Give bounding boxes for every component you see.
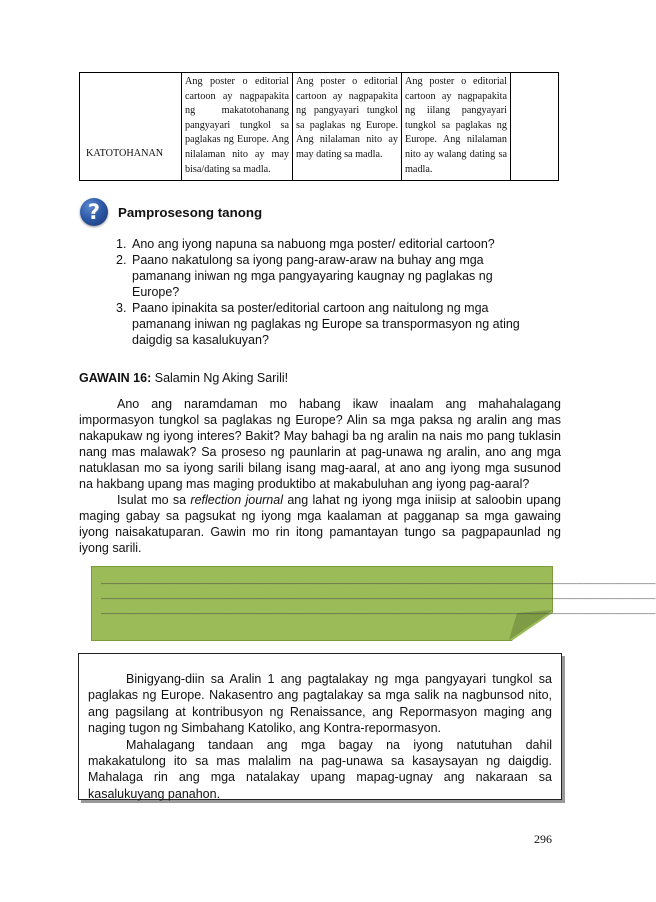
paragraph [79,492,561,556]
table-cell: Ang poster o editorial cartoon ay nagpapakita ng makatotohanang pangyayari tungkol sa paglakas ng Europe. Ang nilalaman nito ay may bisa/dating sa madla. [182,73,293,181]
item-number: 1. [116,237,127,251]
list-item [116,252,526,300]
item-text: Paano nakatulong sa iyong pang-araw-araw na buhay ang mga pamanang iniwan ng mga pangyayaring kaugnay ng paglakas ng Europe? [132,253,493,299]
writing-line: ____________________________________________________________________________________ [101,605,656,617]
row-label: KATOTOHANAN [80,73,182,181]
question-glyph: ? [87,200,101,224]
activity-body [79,396,561,556]
text: ang lahat ng iyong mga iniisip at saloobin upang maging gabay sa pagsukat ng iyong mga kaalaman at pagganap sa mga gawaing iyong naisakatuparan. Gawin mo rin itong pamantayan tungo sa pagpapaunlad ng iyong sarili. [79,493,561,555]
item-text: Ano ang iyong napuna sa nabuong mga poster/ editorial cartoon? [132,237,495,251]
writing-line: ____________________________________________________________________________________ [101,575,656,587]
summary-box [78,653,562,800]
list-item [116,236,526,252]
writing-line: ____________________________________________________________________________________ [101,590,656,602]
text: Isulat mo sa [117,493,191,507]
table-cell: Ang poster o editorial cartoon ay nagpapakita ng pangyayari tungkol sa paglakas ng Europe. Ang nilalaman nito ay may dating sa madla. [293,73,402,181]
writing-lines [101,574,656,619]
question-mark-icon [80,198,108,226]
emphasis: reflection journal [190,493,283,507]
question-list [116,236,526,348]
paragraph: Ano ang naramdaman mo habang ikaw inaalam ang mahahalagang impormasyon tungkol sa paglakas ng Europe? Alin sa mga paksa ng aralin ang mas nakapukaw ng iyong interes? Bakit? May bahagi ba ng aralin na nais mo pang tuklasin nang mas malawak? Sa proseso ng paunlarin at pag-unawa ng aralin, ano ang mga natuklasan mo sa iyong sarili bilang isang mag-aaral, at ano ang iyong mga susunod na hakbang upang mas maging produktibo at makabuluhan ang iyong pag-aaral? [79,397,561,491]
activity-heading [79,371,288,385]
activity-title: Salamin Ng Aking Sarili! [154,371,289,385]
list-item [116,300,526,348]
paragraph: Binigyang-diin sa Aralin 1 ang pagtalakay ng mga pangyayari tungkol sa paglakas ng Europe. Nakasentro ang pagtalakay sa mga salik na nagbunsod nito, ang pagsilang at kontribusyon ng Renaissance, ang Repormasyon maging ang naging tugon ng Simbahang Katoliko, ang Kontra-repormasyon. [88,672,552,736]
paragraph: Mahalagang tandaan ang mga bagay na iyong natutuhan dahil makakatulong ito sa mas malalim na pag-unawa sa kasaysayan ng daigdig. Mahalaga rin ang mga natalakay upang mapag-ugnay ang nakaraan sa kasalukuyang panahon. [88,737,552,801]
rubric-table [79,72,559,181]
item-number: 3. [116,301,127,315]
item-text: Paano ipinakita sa poster/editorial cartoon ang naitulong ng mga pamanang iniwan ng paglakas ng Europe sa transpormasyon ng ating daigdig sa kasalukuyan? [132,301,520,347]
activity-label: GAWAIN 16: [79,371,152,385]
table-row [80,73,559,181]
section-title: Pamprosesong tanong [118,205,263,220]
table-cell: Ang poster o editorial cartoon ay nagpapakita ng iilang pangyayari tungkol sa paglakas ng Europe. Ang nilalaman nito ay walang dating sa madla. [402,73,511,181]
table-cell [511,73,559,181]
page-number: 296 [534,832,552,846]
item-number: 2. [116,253,127,267]
